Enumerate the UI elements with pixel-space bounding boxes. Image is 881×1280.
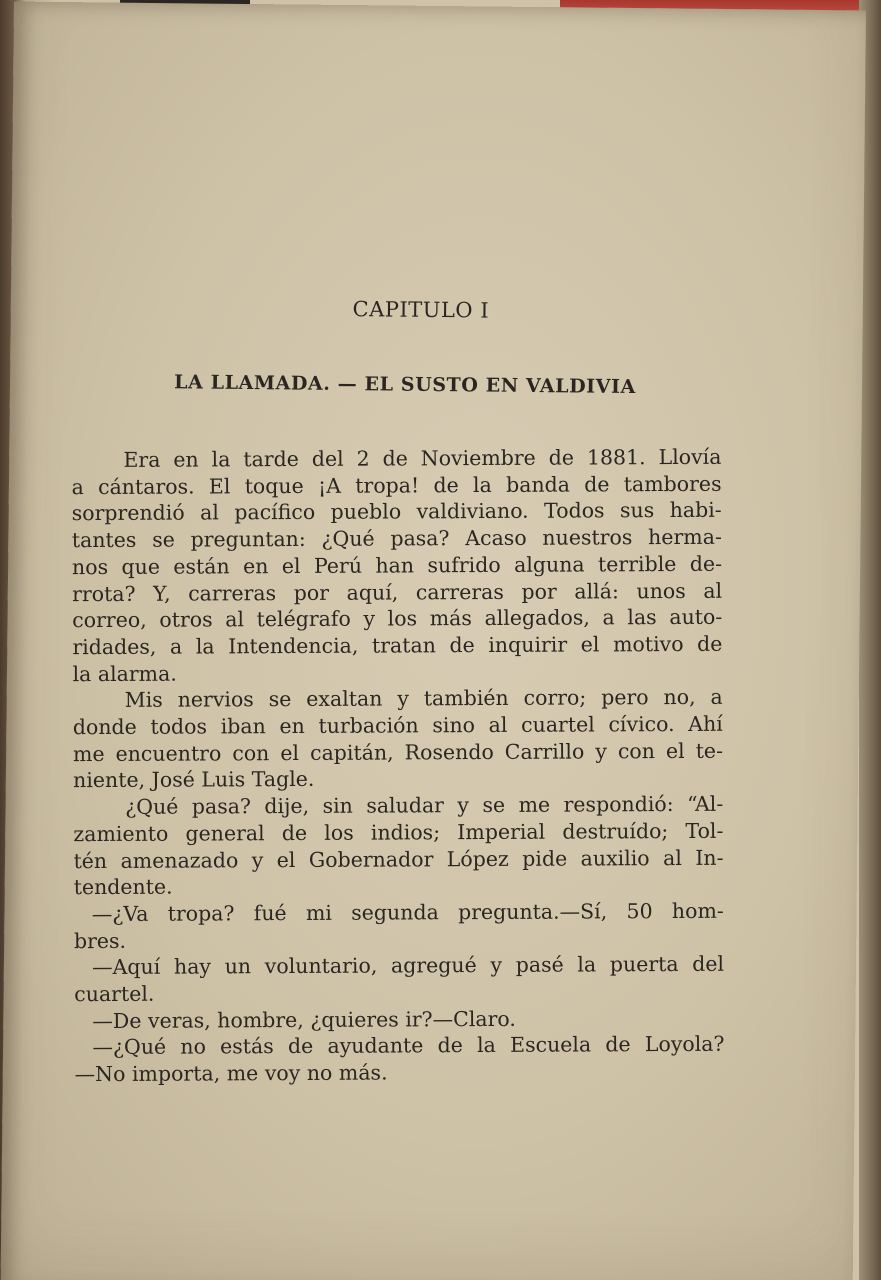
text-line: a cántaros. El toque ¡A tropa! de la banda de tambores <box>71 471 722 499</box>
text-line: —¿Qué no estás de ayudante de la Escuela de Loyola? <box>92 1032 725 1060</box>
book-page <box>1 2 866 1280</box>
text-line: tén amenazado y el Gobernador López pide auxilio al In- <box>73 845 724 873</box>
text-line: la alarma. <box>72 661 177 686</box>
text-line: tendente. <box>73 874 173 900</box>
text-line: ridades, a la Intendencia, tratan de inquirir el motivo de <box>72 631 723 660</box>
text-line: zamiento general de los indios; Imperial destruído; Tol- <box>73 818 724 847</box>
text-line: —Aquí hay un voluntario, agregué y pasé la puerta del <box>92 952 725 980</box>
text-line: sorprendió al pacífico pueblo valdiviano. Todos sus habi- <box>71 498 722 526</box>
text-line: cuartel. <box>74 981 155 1007</box>
chapter-title: LA LLAMADA. — EL SUSTO EN VALDIVIA <box>174 371 637 399</box>
chapter-text <box>71 444 724 1088</box>
text-line: niente, José Luis Tagle. <box>73 767 315 793</box>
text-line: rrota? Y, carreras por aquí, carreras por allá: unos al <box>72 578 723 606</box>
page-content <box>1 2 866 1280</box>
text-line: —De veras, hombre, ¿quieres ir?—Claro. <box>92 1006 516 1033</box>
chapter-heading: CAPITULO I <box>352 297 490 323</box>
text-line: ¿Qué pasa? dije, sin saludar y se me respondió: “Al- <box>125 791 724 820</box>
text-line: —¿Va tropa? fué mi segunda pregunta.—Sí, 50 hom- <box>91 898 724 927</box>
text-line: tantes se preguntan: ¿Qué pasa? Acaso nuestros herma- <box>71 524 722 553</box>
text-line: —No importa, me voy no más. <box>74 1060 388 1087</box>
text-line: nos que están en el Perú han sufrido alguna terrible de- <box>71 551 723 579</box>
text-line: Mis nervios se exaltan y también corro; pero no, a <box>124 685 723 713</box>
text-line: bres. <box>73 928 127 953</box>
text-line: me encuentro con el capitán, Rosendo Carrillo y con el te- <box>72 738 724 766</box>
text-line: Era en la tarde del 2 de Noviembre de 1881. Llovía <box>123 444 722 472</box>
text-line: donde todos iban en turbación sino al cuartel cívico. Ahí <box>72 711 723 740</box>
text-line: correo, otros al telégrafo y los más allegados, a las auto- <box>72 604 723 633</box>
